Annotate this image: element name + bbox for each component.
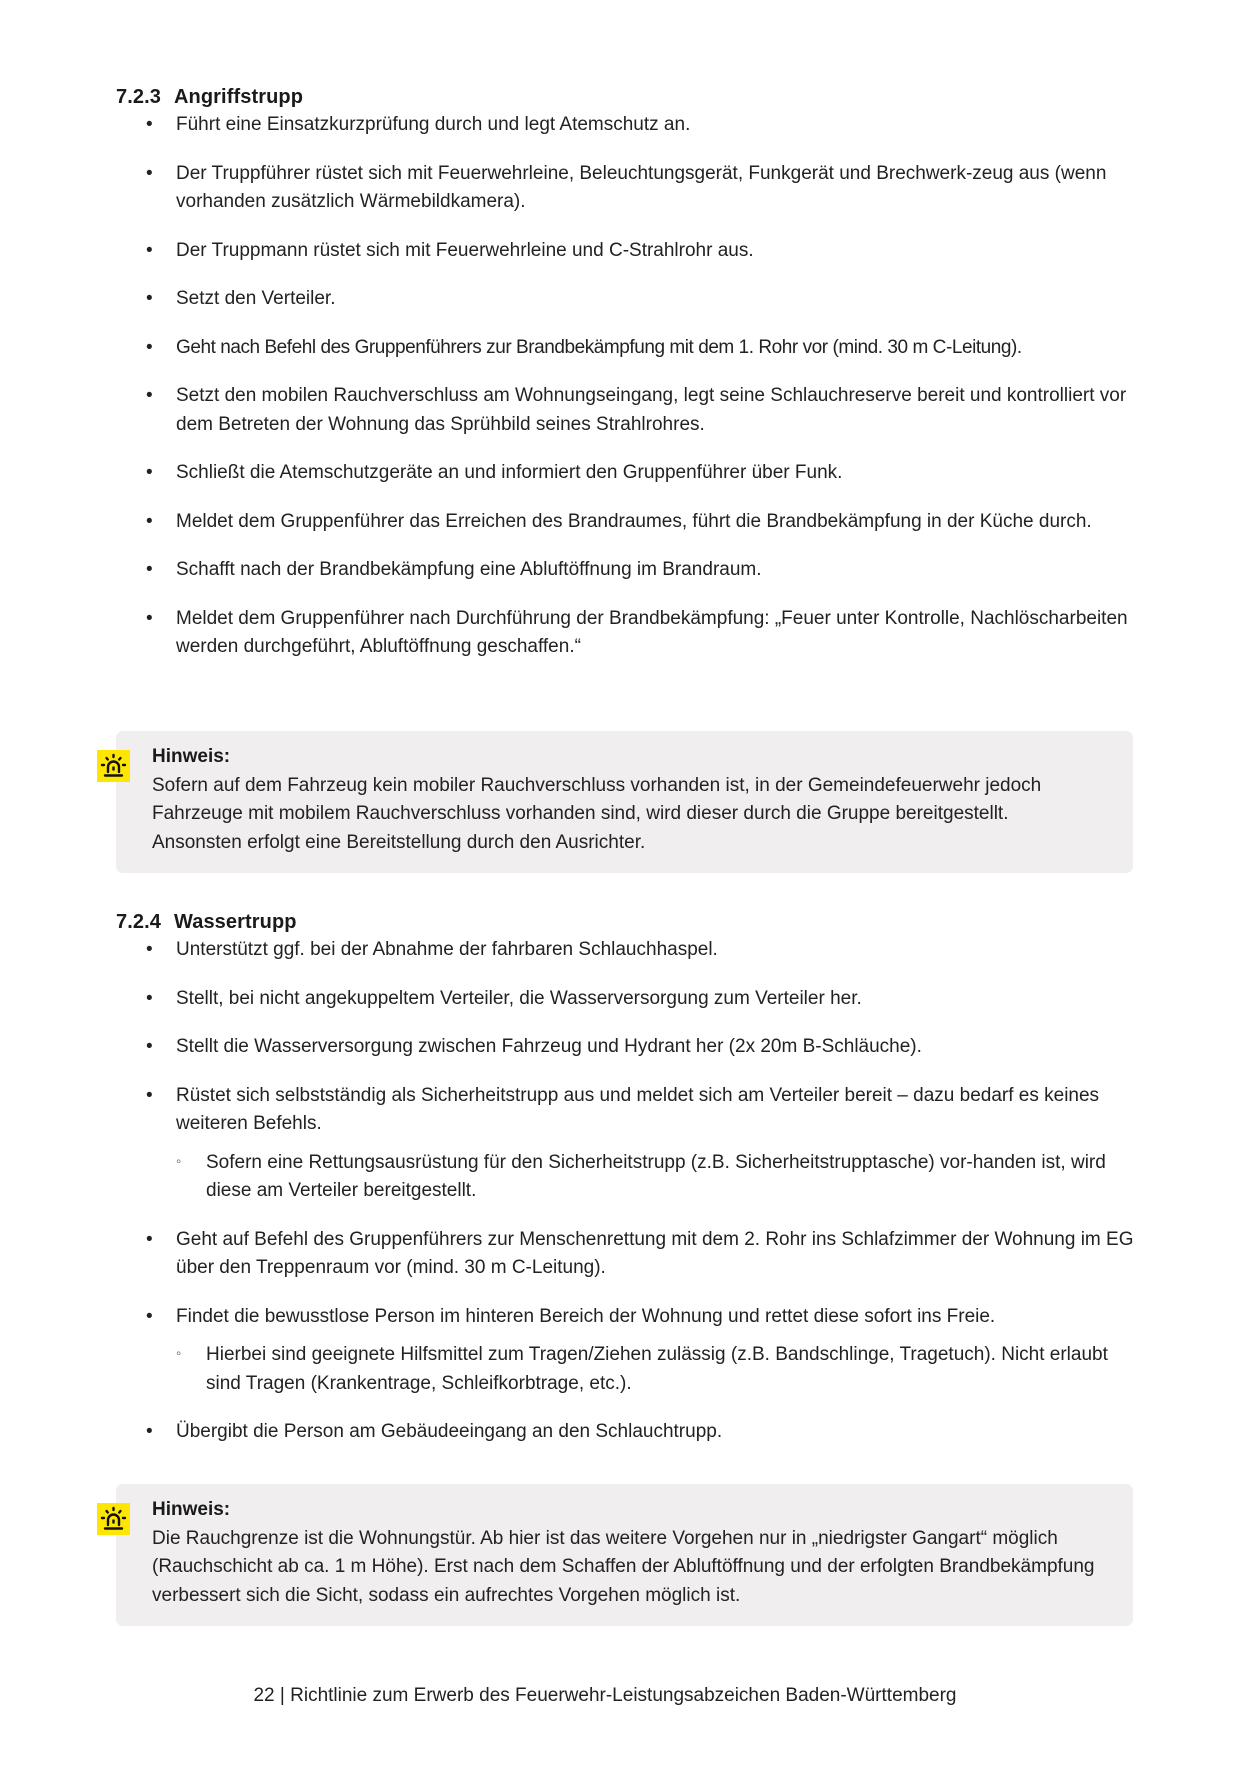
list-item-text: Stellt, bei nicht angekuppeltem Verteiler, die Wasserversorgung zum Verteiler her. [176,987,862,1009]
list-item [116,985,1136,1014]
sub-list-item-text: Hierbei sind geeignete Hilfsmittel zum Tragen/Ziehen zulässig (z.B. Bandschlinge, Tragetuch). Nicht erlaubt sind Tragen (Krankentrage, Schleifkorbtrage, etc.). [206,1344,1108,1394]
bullet-icon: • [146,559,153,580]
list-item-text: Geht auf Befehl des Gruppenführers zur Menschenrettung mit dem 2. Rohr ins Schlafzimmer der Wohnung im EG über den Treppenraum vor (mind. 30 m C-Leitung). [176,1228,1134,1278]
sub-list-item [176,1341,1136,1398]
list-item-text: Findet die bewusstlose Person im hinteren Bereich der Wohnung und rettet diese sofort ins Freie. [176,1305,996,1327]
list-item [116,382,1136,439]
sub-bullet-icon: ◦ [176,1152,182,1170]
hinweis-box [116,731,1133,873]
warning-light-icon [97,750,130,782]
list-item [116,1303,1136,1399]
section-number: 7.2.3 [116,86,161,108]
list-item [116,1033,1136,1062]
bullet-icon: • [146,607,153,629]
bullet-icon: • [146,239,153,261]
list-item [116,459,1136,488]
page-number: 22 [253,1685,275,1706]
list-item [116,556,1136,585]
list-item-text: Stellt die Wasserversorgung zwischen Fahrzeug und Hydrant her (2x 20m B-Schläuche). [176,1036,922,1057]
list-item-text: Schließt die Atemschutzgeräte an und informiert den Gruppenführer über Funk. [176,462,843,483]
list-item [116,237,1136,266]
list-item-text: Meldet dem Gruppenführer das Erreichen des Brandraumes, führt die Brandbekämpfung in der Küche durch. [176,510,1092,532]
wassertrupp-list [116,936,1136,1467]
section-title: Wassertrupp [174,911,297,933]
hinweis-title: Hinweis: [152,746,231,767]
page-footer [0,1685,1250,1707]
bullet-icon: • [146,1228,153,1250]
list-item-text: Führt eine Einsatzkurzprüfung durch und legt Atemschutz an. [176,114,691,135]
list-item-text: Geht nach Befehl des Gruppenführers zur Brandbekämpfung mit dem 1. Rohr vor (mind. 30 m C-Leitung). [176,336,1022,358]
list-item [116,605,1136,662]
bullet-icon: • [146,1305,153,1327]
bullet-icon: • [146,385,153,406]
list-item [116,111,1136,140]
sub-list-item-text: Sofern eine Rettungsausrüstung für den Sicherheitstrupp (z.B. Sicherheitstrupptasche) vor-handen ist, wird diese am Verteiler bereitgestellt. [206,1151,1106,1201]
section-number: 7.2.4 [116,911,161,933]
list-item [116,1418,1136,1447]
document-title: Richtlinie zum Erwerb des Feuerwehr-Leistungsabzeichen Baden-Württemberg [290,1685,957,1706]
list-item-text: Setzt den mobilen Rauchverschluss am Wohnungseingang, legt seine Schlauchreserve bereit und kontrolliert vor dem Betreten der Wohnung das Sprühbild seines Strahlrohres. [176,385,1127,435]
bullet-icon: • [146,987,153,1009]
bullet-icon: • [146,462,153,483]
list-item-text: Schafft nach der Brandbekämpfung eine Abluftöffnung im Brandraum. [176,559,762,580]
section-title: Angriffstrupp [174,86,304,108]
bullet-icon: • [146,1036,153,1057]
bullet-icon: • [146,1084,153,1106]
hinweis-box [116,1484,1133,1626]
section-heading-7-2-3 [116,86,303,109]
sub-bullet-icon: ◦ [176,1345,182,1362]
bullet-icon: • [146,510,153,532]
warning-light-icon-graphic [97,1503,130,1535]
warning-light-icon [97,1503,130,1535]
hinweis-text: Sofern auf dem Fahrzeug kein mobiler Rauchverschluss vorhanden ist, in der Gemeindefeuerwehr jedoch Fahrzeuge mit mobilem Rauchverschluss vorhanden sind, wird dieser durch die Gruppe bereitgestellt. Ansonsten erfolgt eine Bereitstellung durch den Ausrichter. [152,774,1042,853]
list-item-text: Der Truppführer rüstet sich mit Feuerwehrleine, Beleuchtungsgerät, Funkgerät und Brechwerk-zeug aus (wenn vorhanden zusätzlich Wärmebildkamera). [176,162,1107,212]
list-item-text: Meldet dem Gruppenführer nach Durchführung der Brandbekämpfung: „Feuer unter Kontrolle, Nachlöscharbeiten werden durchgeführt, Abluftöffnung geschaffen.“ [176,607,1128,657]
list-item [116,334,1136,363]
hinweis-text: Die Rauchgrenze ist die Wohnungstür. Ab hier ist das weitere Vorgehen nur in „niedrigster Gangart“ möglich (Rauchschicht ab ca. 1 m Höhe). Erst nach dem Schaffen der Abluftöffnung und der erfolgten Brandbekämpfung verbessert sich die Sicht, sodass ein aufrechtes Vorgehen möglich ist. [152,1527,1095,1606]
section-heading-7-2-4 [116,911,297,934]
list-item [116,160,1136,217]
hinweis-title: Hinweis: [152,1499,231,1520]
list-item-text: Unterstützt ggf. bei der Abnahme der fahrbaren Schlauchhaspel. [176,939,718,960]
list-item-text: Rüstet sich selbstständig als Sicherheitstrupp aus und meldet sich am Verteiler bereit – dazu bedarf es keines weiteren Befehls. [176,1084,1100,1134]
list-item [116,1226,1136,1283]
warning-light-icon-graphic [97,750,130,782]
list-item-text: Der Truppmann rüstet sich mit Feuerwehrleine und C-Strahlrohr aus. [176,239,754,261]
footer-separator: | [279,1685,285,1706]
list-item [116,508,1136,537]
bullet-icon: • [146,114,153,135]
bullet-icon: • [146,1421,153,1442]
list-item [116,936,1136,965]
bullet-icon: • [146,162,153,184]
bullet-icon: • [146,336,153,358]
angriffstrupp-list [116,111,1136,682]
bullet-icon: • [146,939,153,960]
list-item [116,285,1136,314]
sub-list [176,1149,1136,1206]
sub-list-item [176,1149,1136,1206]
list-item-text: Übergibt die Person am Gebäudeeingang an den Schlauchtrupp. [176,1421,723,1442]
list-item [116,1082,1136,1206]
sub-list [176,1341,1136,1398]
list-item-text: Setzt den Verteiler. [176,288,336,309]
bullet-icon: • [146,288,153,309]
